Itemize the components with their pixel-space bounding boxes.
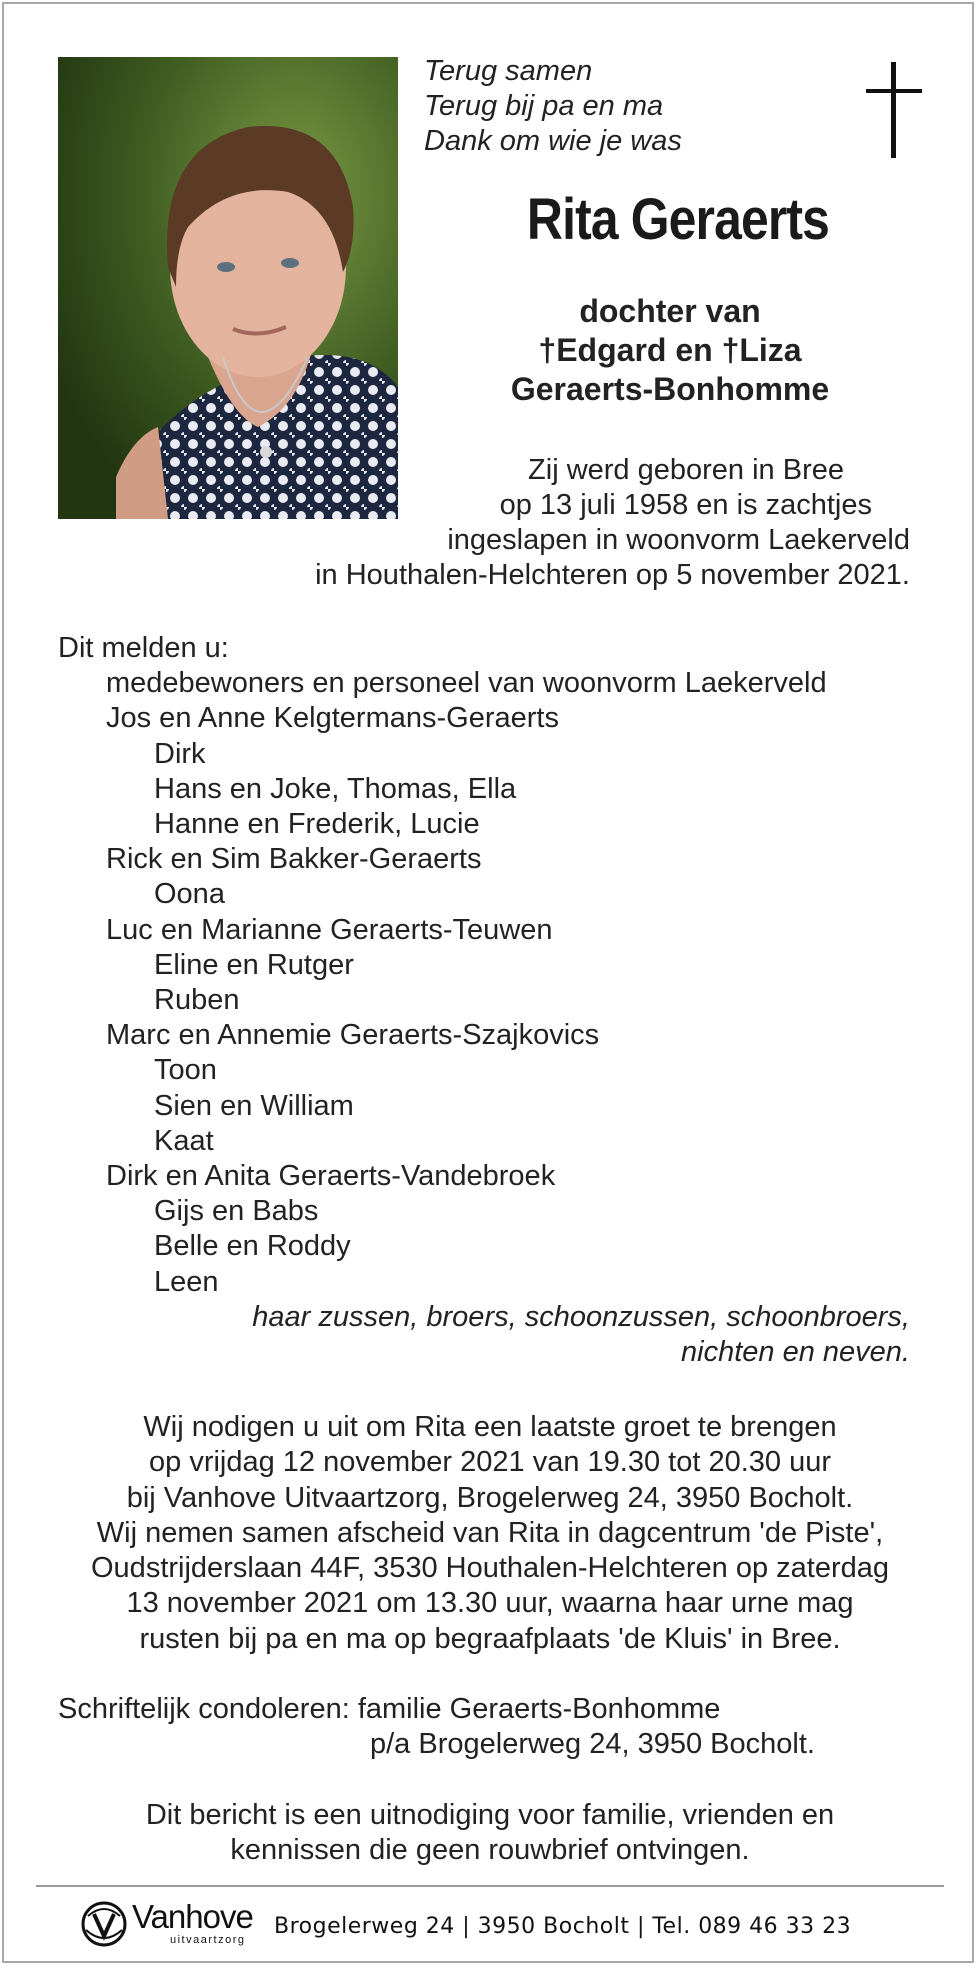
poem [424,54,682,159]
condolence-line: p/a Brogelerweg 24, 3950 Bocholt. [370,1728,815,1760]
poem-line: Dank om wie je was [424,125,682,157]
family-line: Gijs en Babs [154,1195,319,1228]
family-line: Dirk [154,737,206,770]
brand-name: Vanhove [132,1898,253,1935]
poem-line: Terug bij pa en ma [424,90,664,122]
poem-line: Terug samen [424,55,593,87]
invitation-line: Wij nemen samen afscheid van Rita in dagcentrum 'de Piste', [96,1516,884,1549]
family-line: Luc en Marianne Geraerts-Teuwen [106,913,553,946]
family-line: Oona [154,878,225,911]
family-line: Marc en Annemie Geraerts-Szajkovics [106,1019,600,1052]
deceased-name: Rita Geraerts [526,187,830,252]
family-line: Leen [154,1265,219,1298]
parents-line: †Edgard en †Liza [538,332,802,368]
family-line: medebewoners en personeel van woonvorm Laekerveld [106,667,827,700]
birth-death-line: in Houthalen-Helchteren op 5 november 2021. [315,559,910,591]
family-line: Kaat [154,1124,214,1157]
condolence-line: Schriftelijk condoleren: familie Geraerts-Bonhomme [58,1693,721,1725]
contact-info: Brogelerweg 24 | 3950 Bocholt | Tel. 089 46 33 23 [274,1914,852,1939]
family-line: Sien en William [154,1089,354,1122]
parents-line: dochter van [579,293,761,329]
family-line: Belle en Roddy [154,1230,351,1263]
parents-line: Geraerts-Bonhomme [510,371,830,407]
latin-cross-icon [866,62,922,158]
invitation-line: Oudstrijderslaan 44F, 3530 Houthalen-Helchteren op zaterdag [91,1552,889,1585]
brand-subtitle: uitvaartzorg [170,1934,246,1946]
announce-intro: Dit melden u: [58,632,229,664]
footer [80,1896,920,1958]
birth-death-text [250,453,910,593]
footer-divider [36,1885,944,1887]
relatives-line: nichten en neven. [681,1336,910,1368]
birth-death-line: op 13 juli 1958 en is zachtjes [499,489,872,521]
family-line: Jos en Anne Kelgtermans-Geraerts [106,702,559,735]
invitation-line: op vrijdag 12 november 2021 van 19.30 tot 20.30 uur [149,1446,831,1479]
invitation-line: Wij nodigen u uit om Rita een laatste groet te brengen [143,1411,837,1443]
invitation-line: bij Vanhove Uitvaartzorg, Brogelerweg 24, 3950 Bocholt. [126,1481,854,1514]
notice-text [40,1798,940,1868]
relatives-line: haar zussen, broers, schoonzussen, schoonbroers, [252,1301,910,1333]
family-line: Eline en Rutger [154,948,354,981]
invitation-text [40,1410,940,1657]
portrait-photo [58,57,398,519]
parents-block [400,292,940,409]
invitation-line: rusten bij pa en ma op begraafplaats 'de Kluis' in Bree. [139,1622,841,1655]
birth-death-line: Zij werd geboren in Bree [528,454,844,486]
family-line: Dirk en Anita Geraerts-Vandebroek [106,1160,556,1193]
family-line: Ruben [154,984,240,1017]
family-line: Toon [154,1054,217,1087]
vanhove-logo-icon [80,1900,128,1948]
birth-death-line: ingeslapen in woonvorm Laekerveld [447,524,910,556]
notice-line: Dit bericht is een uitnodiging voor familie, vrienden en [145,1799,835,1831]
relatives-note [252,1300,910,1370]
family-line: Rick en Sim Bakker-Geraerts [106,843,482,876]
invitation-line: 13 november 2021 om 13.30 uur, waarna haar urne mag [126,1587,854,1620]
family-line: Hans en Joke, Thomas, Ella [154,772,517,805]
condolence-address [58,1692,815,1762]
notice-line: kennissen die geen rouwbrief ontvingen. [230,1834,750,1866]
family-line: Hanne en Frederik, Lucie [154,808,480,841]
announcement-list [58,631,827,1300]
